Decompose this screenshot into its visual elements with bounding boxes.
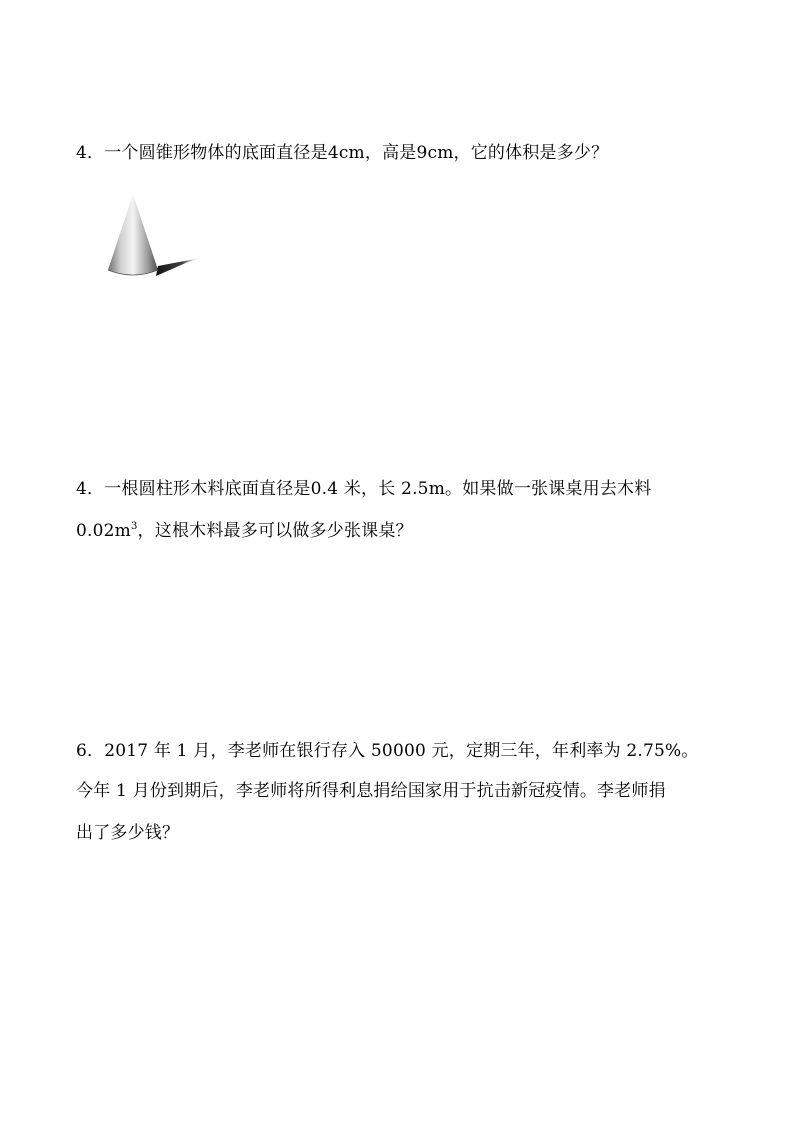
question-4-cylinder-text-line1: 4．一根圆柱形木料底面直径是0.4 米，长 2.5m。如果做一张课桌用去木料: [76, 479, 652, 499]
cone-body: [108, 194, 158, 275]
cubic-exponent: 3: [130, 521, 138, 532]
question-6-text-line1: 6．2017 年 1 月，李老师在银行存入 50000 元，定期三年，年利率为 2.75%。: [76, 741, 699, 761]
question-4-cylinder-text-rest: ，这根木料最多可以做多少张课桌？: [137, 521, 413, 541]
cone-shadow: [156, 258, 200, 276]
question-4-cylinder-text-line2: [76, 520, 413, 542]
volume-value: 0.02m: [76, 521, 131, 541]
cone-icon: [100, 188, 204, 284]
question-6-text-line2: 今年 1 月份到期后，李老师将所得利息捐给国家用于抗击新冠疫情。李老师捐: [76, 781, 666, 801]
question-4-cone-text: 4．一个圆锥形物体的底面直径是4cm，高是9cm，它的体积是多少？: [76, 143, 609, 163]
question-6-text-line3: 出了多少钱？: [76, 823, 180, 843]
